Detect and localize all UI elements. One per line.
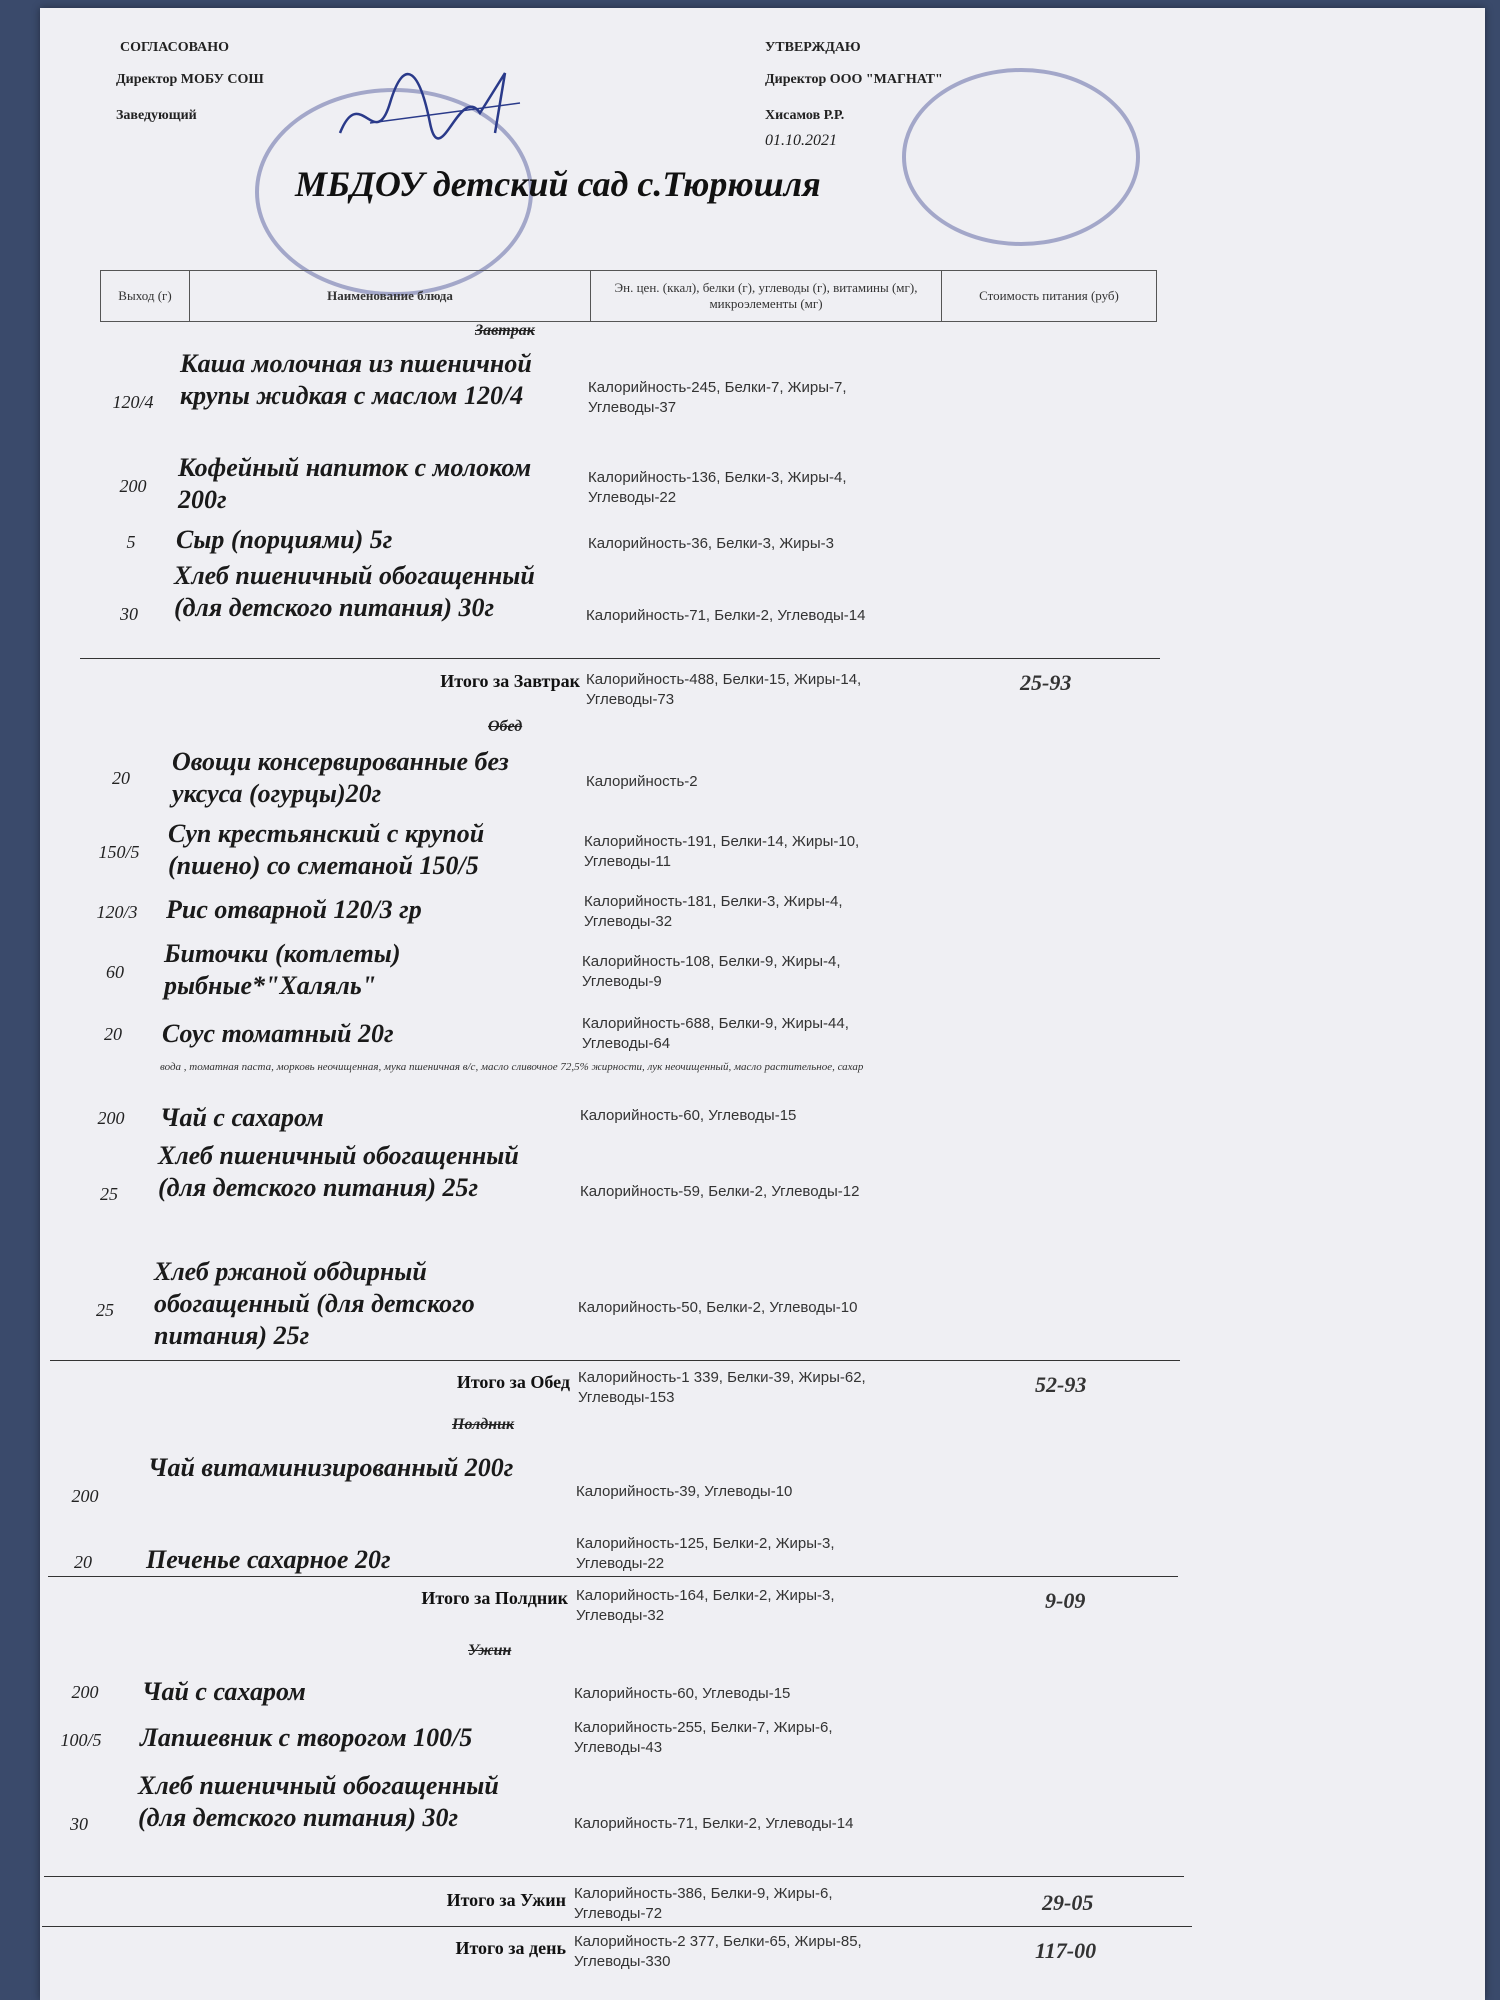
item-qty: 200 — [119, 476, 147, 496]
total-lunch-cost: 52-93 — [1035, 1372, 1087, 1397]
page-title: МБДОУ детский сад с.Тюрюшля — [295, 164, 821, 204]
item-nutrients: Калорийность-191, Белки-14, Жиры-10, Углеводы-11 — [584, 833, 860, 870]
item-nutrients: Калорийность-71, Белки-2, Углеводы-14 — [586, 607, 866, 624]
total-dinner-cost: 29-05 — [1042, 1890, 1094, 1915]
item-qty: 200 — [71, 1682, 99, 1702]
item-dish: Соус томатный 20г — [162, 1019, 394, 1048]
section-snack: Полдник — [452, 1416, 515, 1433]
total-day-cost: 117-00 — [1035, 1938, 1097, 1963]
item-nutrients: Калорийность-255, Белки-7, Жиры-6, Углеводы-43 — [574, 1719, 833, 1756]
item-dish: Хлеб пшеничный обогащенный (для детского питания) 30г — [174, 561, 535, 622]
divider — [48, 1576, 1178, 1577]
sauce-ingredients-note: вода , томатная паста, морковь неочищенная, мука пшеничная в/с, масло сливочное 72,5% жирности, лук неочищенный, масло растительное, сахар — [160, 1061, 864, 1073]
col-dish: Наименование блюда — [190, 271, 591, 321]
item-nutrients: Калорийность-108, Белки-9, Жиры-4, Углеводы-9 — [582, 953, 841, 990]
approval-right-title: УТВЕРЖДАЮ — [765, 40, 861, 55]
item-qty: 100/5 — [60, 1730, 102, 1750]
section-dinner: Ужин — [468, 1642, 512, 1659]
item-nutrients: Калорийность-71, Белки-2, Углеводы-14 — [574, 1815, 854, 1832]
item-qty: 200 — [97, 1108, 125, 1128]
item-dish: Овощи консервированные без уксуса (огурцы)20г — [172, 747, 509, 808]
item-nutrients: Калорийность-136, Белки-3, Жиры-4, Углеводы-22 — [588, 469, 847, 506]
item-qty: 30 — [70, 1814, 88, 1834]
total-dinner-label: Итого за Ужин — [446, 1890, 566, 1910]
divider — [50, 1360, 1180, 1361]
total-breakfast-label: Итого за Завтрак — [440, 671, 580, 691]
approval-left-title: СОГЛАСОВАНО — [120, 40, 229, 55]
item-nutrients: Калорийность-60, Углеводы-15 — [580, 1107, 797, 1124]
total-lunch-label: Итого за Обед — [456, 1372, 570, 1392]
col-nutrients: Эн. цен. (ккал), белки (г), углеводы (г), витамины (мг), микроэлементы (мг) — [591, 271, 942, 321]
divider — [42, 1926, 1192, 1927]
company-stamp — [902, 68, 1140, 246]
table-header — [100, 270, 1157, 322]
item-nutrients: Калорийность-60, Углеводы-15 — [574, 1685, 791, 1702]
total-day-nutrients: Калорийность-2 377, Белки-65, Жиры-85, Углеводы-330 — [574, 1933, 862, 1970]
item-dish: Рис отварной 120/3 гр — [166, 895, 422, 924]
item-dish: Биточки (котлеты) рыбные*"Халяль" — [164, 939, 401, 1000]
item-nutrients: Калорийность-245, Белки-7, Жиры-7, Углеводы-37 — [588, 379, 847, 416]
col-qty: Выход (г) — [101, 271, 190, 321]
signature — [330, 63, 530, 158]
item-nutrients: Калорийность-59, Белки-2, Углеводы-12 — [580, 1183, 860, 1200]
item-dish: Лапшевник с творогом 100/5 — [140, 1723, 473, 1752]
item-dish: Чай с сахаром — [142, 1677, 306, 1706]
item-nutrients: Калорийность-2 — [586, 773, 698, 790]
total-snack-label: Итого за Полдник — [421, 1588, 568, 1608]
item-dish: Печенье сахарное 20г — [146, 1545, 391, 1574]
item-qty: 20 — [104, 1024, 122, 1044]
item-nutrients: Калорийность-125, Белки-2, Жиры-3, Углеводы-22 — [576, 1535, 835, 1572]
item-qty: 120/4 — [112, 392, 154, 412]
item-qty: 25 — [96, 1300, 114, 1320]
item-nutrients: Калорийность-688, Белки-9, Жиры-44, Углеводы-64 — [582, 1015, 849, 1052]
total-snack-cost: 9-09 — [1045, 1588, 1086, 1613]
approval-left-line2: Заведующий — [116, 108, 197, 123]
item-dish: Хлеб пшеничный обогащенный (для детского питания) 25г — [158, 1141, 519, 1202]
item-qty: 60 — [106, 962, 124, 982]
item-dish: Чай витаминизированный 200г — [148, 1453, 514, 1482]
menu-sheet — [40, 8, 1485, 2000]
approval-right-line1: Директор ООО "МАГНАТ" — [765, 72, 943, 87]
section-lunch: Обед — [488, 718, 523, 735]
item-qty: 120/3 — [96, 902, 138, 922]
total-snack-nutrients: Калорийность-164, Белки-2, Жиры-3, Углеводы-32 — [576, 1587, 835, 1624]
approval-date: 01.10.2021 — [765, 132, 837, 149]
item-dish: Хлеб ржаной обдирный обогащенный (для детского питания) 25г — [154, 1257, 475, 1350]
item-qty: 5 — [126, 532, 136, 552]
section-breakfast: Завтрак — [475, 322, 535, 339]
item-dish: Хлеб пшеничный обогащенный (для детского питания) 30г — [138, 1771, 499, 1832]
item-nutrients: Калорийность-181, Белки-3, Жиры-4, Углеводы-32 — [584, 893, 843, 930]
item-dish: Кофейный напиток с молоком 200г — [178, 453, 532, 514]
total-breakfast-nutrients: Калорийность-488, Белки-15, Жиры-14, Углеводы-73 — [586, 671, 862, 708]
divider — [44, 1876, 1184, 1877]
item-dish: Сыр (порциями) 5г — [176, 525, 393, 554]
total-dinner-nutrients: Калорийность-386, Белки-9, Жиры-6, Углеводы-72 — [574, 1885, 833, 1922]
item-qty: 30 — [120, 604, 138, 624]
item-qty: 20 — [112, 768, 130, 788]
approval-left-line1: Директор МОБУ СОШ — [116, 72, 264, 87]
item-dish: Суп крестьянский с крупой (пшено) со сметаной 150/5 — [168, 819, 485, 880]
item-qty: 25 — [100, 1184, 118, 1204]
total-lunch-nutrients: Калорийность-1 339, Белки-39, Жиры-62, Углеводы-153 — [578, 1369, 866, 1406]
approval-right-name: Хисамов Р.Р. — [765, 108, 845, 123]
item-qty: 20 — [74, 1552, 92, 1572]
item-qty: 150/5 — [98, 842, 140, 862]
item-dish: Каша молочная из пшеничной крупы жидкая с маслом 120/4 — [180, 349, 532, 410]
col-cost: Стоимость питания (руб) — [979, 288, 1119, 304]
total-breakfast-cost: 25-93 — [1020, 670, 1072, 695]
divider — [80, 658, 1160, 659]
item-dish: Чай с сахаром — [160, 1103, 324, 1132]
item-nutrients: Калорийность-36, Белки-3, Жиры-3 — [588, 535, 835, 552]
item-nutrients: Калорийность-50, Белки-2, Углеводы-10 — [578, 1299, 858, 1316]
item-qty: 200 — [71, 1486, 99, 1506]
total-day-label: Итого за день — [455, 1938, 566, 1958]
item-nutrients: Калорийность-39, Углеводы-10 — [576, 1483, 793, 1500]
